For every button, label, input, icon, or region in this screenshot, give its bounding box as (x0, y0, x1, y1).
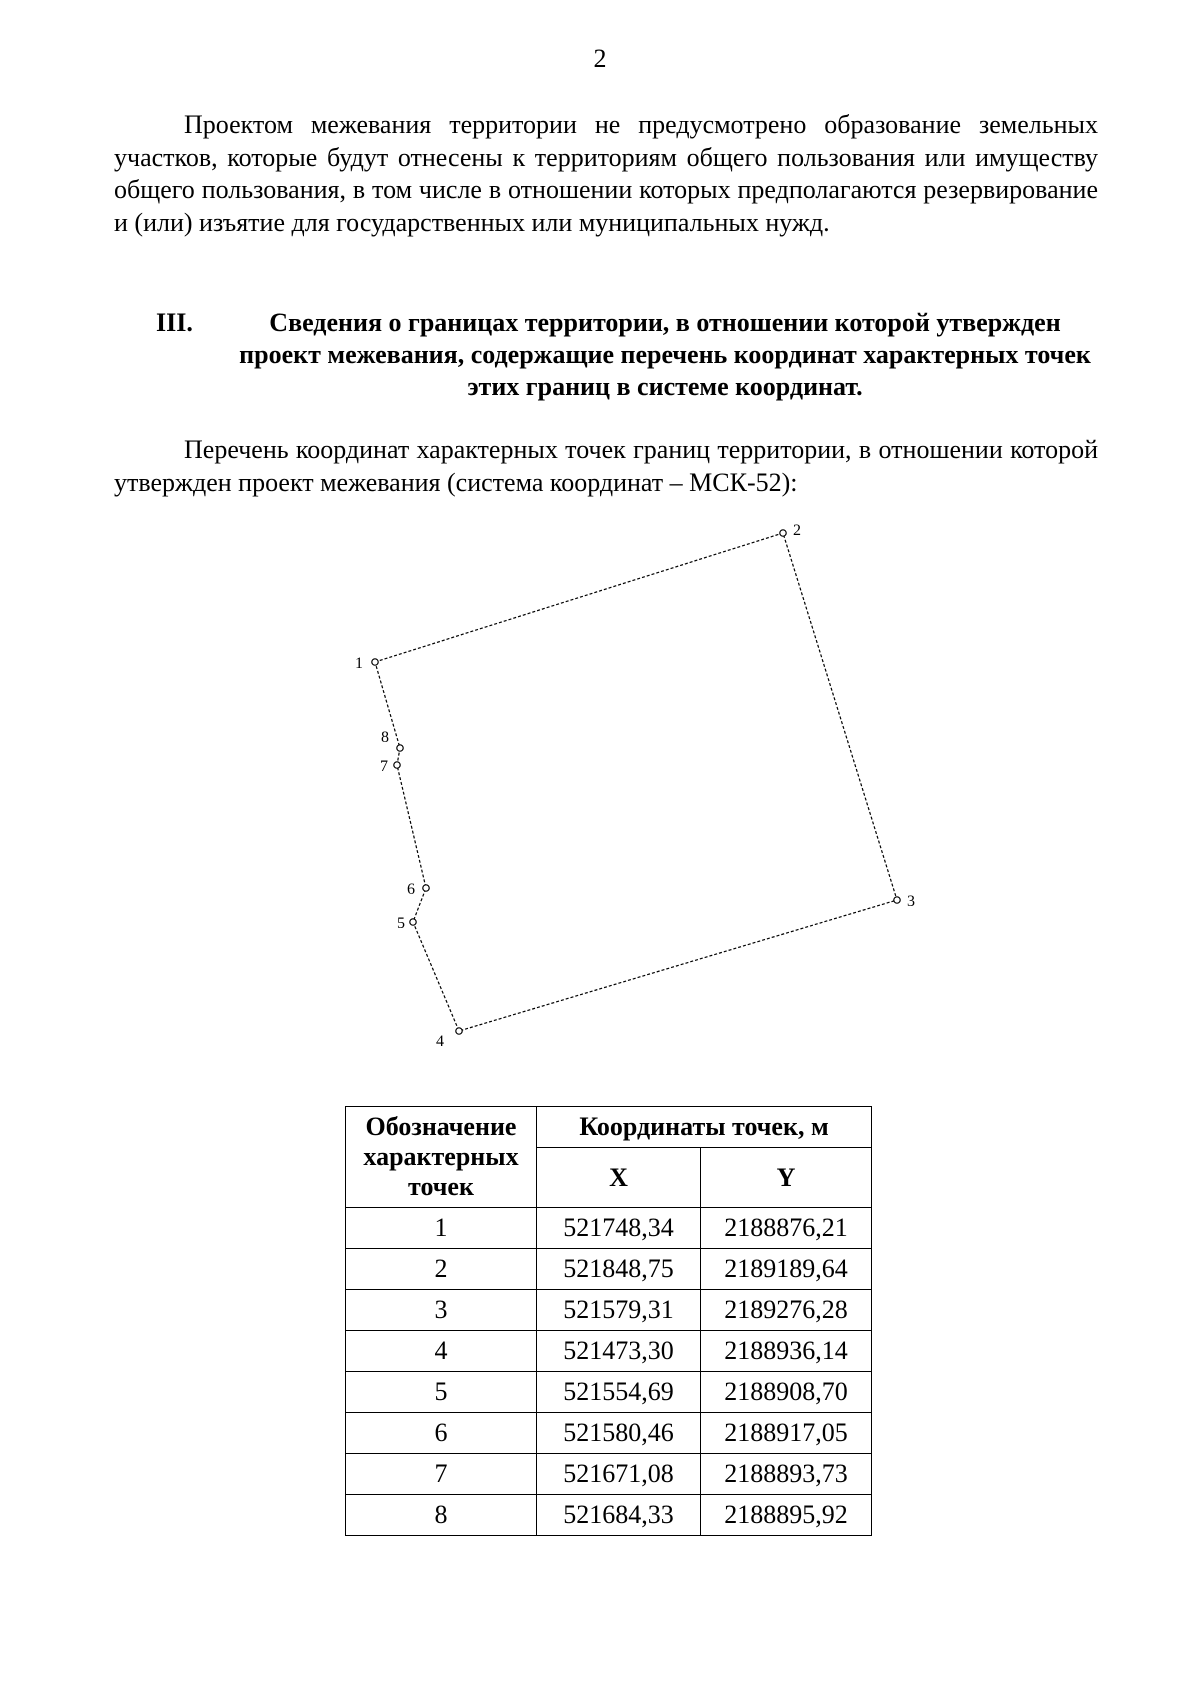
cell-y: 2188917,05 (701, 1413, 872, 1454)
cell-point: 1 (346, 1208, 537, 1249)
cell-y: 2189189,64 (701, 1249, 872, 1290)
point-label-4: 4 (436, 1033, 444, 1050)
cell-x: 521748,34 (537, 1208, 701, 1249)
cell-point: 5 (346, 1372, 537, 1413)
point-marker-7 (394, 762, 400, 768)
table-row (346, 1372, 872, 1413)
cell-y: 2188895,92 (701, 1495, 872, 1536)
header-coordinates: Координаты точек, м (537, 1107, 872, 1148)
point-label-1: 1 (355, 655, 363, 672)
cell-x: 521671,08 (537, 1454, 701, 1495)
table-row (346, 1249, 872, 1290)
table-row (346, 1454, 872, 1495)
boundary-drawing (340, 520, 940, 1050)
table-row (346, 1208, 872, 1249)
cell-y: 2188908,70 (701, 1372, 872, 1413)
cell-point: 8 (346, 1495, 537, 1536)
cell-x: 521580,46 (537, 1413, 701, 1454)
point-marker-8 (397, 745, 403, 751)
point-marker-4 (456, 1028, 462, 1034)
header-x: X (537, 1148, 701, 1208)
cell-point: 7 (346, 1454, 537, 1495)
point-label-7: 7 (380, 758, 388, 775)
cell-x: 521684,33 (537, 1495, 701, 1536)
cell-y: 2188876,21 (701, 1208, 872, 1249)
cell-x: 521554,69 (537, 1372, 701, 1413)
section-number: III. (156, 308, 193, 337)
table-row (346, 1331, 872, 1372)
cell-point: 3 (346, 1290, 537, 1331)
section-title: Сведения о границах территории, в отношении которой утвержден проект межевания, содержащие перечень координат характерных точек этих границ в системе координат. (239, 308, 1091, 401)
cell-point: 4 (346, 1331, 537, 1372)
point-label-3: 3 (907, 893, 915, 910)
intro-paragraph: Проектом межевания территории не предусмотрено образование земельных участков, которые будут отнесены к территориям общего пользования или имуществу общего пользования, в том числе в отношении которых предполагаются резервирование и (или) изъятие для государственных или муниципальных нужд. (114, 110, 1098, 237)
table-row (346, 1290, 872, 1331)
table-row (346, 1413, 872, 1454)
cell-y: 2189276,28 (701, 1290, 872, 1331)
cell-point: 2 (346, 1249, 537, 1290)
point-label-2: 2 (793, 522, 801, 539)
point-marker-3 (894, 897, 900, 903)
point-marker-6 (423, 885, 429, 891)
table-header-row (346, 1107, 872, 1148)
boundary-outline (375, 533, 897, 1031)
cell-point: 6 (346, 1413, 537, 1454)
header-y: Y (701, 1148, 872, 1208)
point-label-8: 8 (381, 729, 389, 746)
coordinates-intro-paragraph: Перечень координат характерных точек границ территории, в отношении которой утвержден проект межевания (система координат – МСК-52): (114, 435, 1098, 497)
point-marker-5 (410, 919, 416, 925)
coordinates-table (345, 1106, 872, 1536)
cell-x: 521579,31 (537, 1290, 701, 1331)
table-row (346, 1495, 872, 1536)
point-label-5: 5 (397, 915, 405, 932)
cell-x: 521473,30 (537, 1331, 701, 1372)
page-number: 2 (593, 44, 607, 73)
point-label-6: 6 (407, 881, 415, 898)
cell-y: 2188936,14 (701, 1331, 872, 1372)
header-designation: Обозначение характерных точек (346, 1107, 537, 1208)
point-marker-2 (780, 530, 786, 536)
section-heading (156, 307, 1096, 403)
cell-x: 521848,75 (537, 1249, 701, 1290)
cell-y: 2188893,73 (701, 1454, 872, 1495)
point-marker-1 (372, 659, 378, 665)
